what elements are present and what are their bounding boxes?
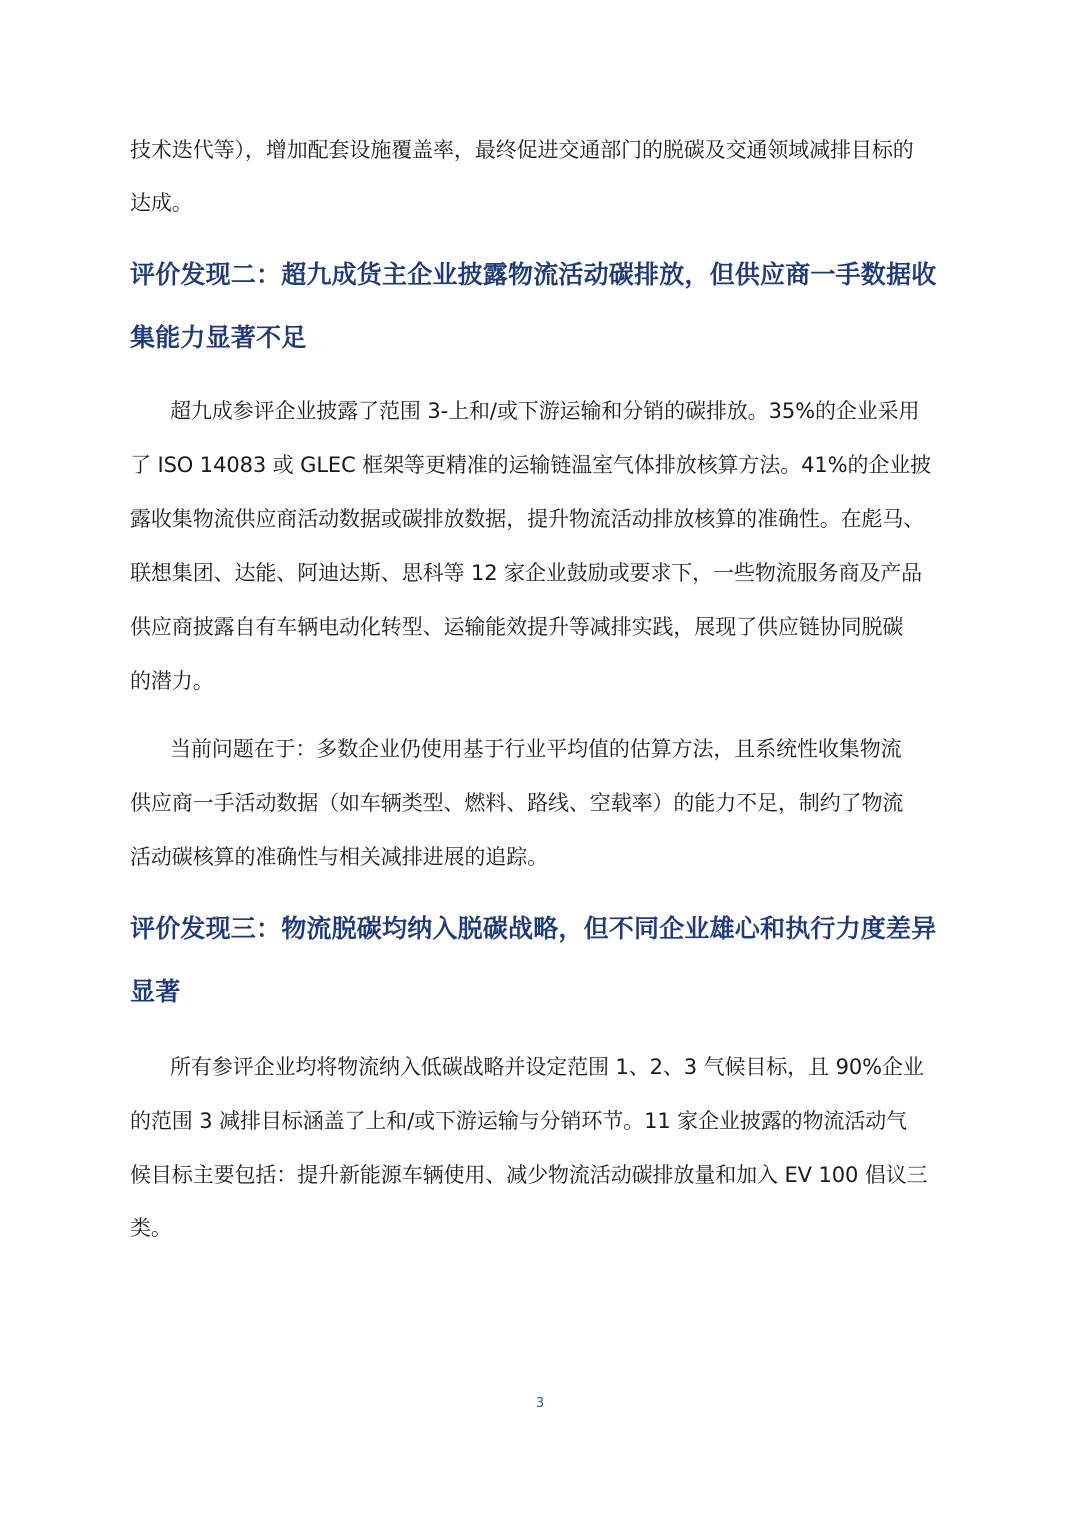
finding2-heading-line-1: 评价发现二：超九成货主企业披露物流活动碳排放，但供应商一手数据收 [130, 260, 937, 289]
finding2-p1-line-5: 供应商披露自有车辆电动化转型、运输能效提升等减排实践，展现了供应链协同脱碳 [130, 615, 904, 639]
finding3-heading-line-2: 显著 [130, 977, 181, 1006]
finding3-p1-line-1: 所有参评企业均将物流纳入低碳战略并设定范围 1、2、3 气候目标，且 90%企业 [170, 1055, 924, 1079]
finding2-p1-line-1: 超九成参评企业披露了范围 3-上和/或下游运输和分销的碳排放。35%的企业采用 [170, 399, 920, 423]
finding2-p1-line-6: 的潜力。 [130, 669, 214, 693]
finding2-p1-line-2: 了 ISO 14083 或 GLEC 框架等更精准的运输链温室气体排放核算方法。41%的企业披 [130, 453, 932, 477]
finding3-p1-line-2: 的范围 3 减排目标涵盖了上和/或下游运输与分销环节。11 家企业披露的物流活动气 [130, 1109, 908, 1133]
finding2-p2-line-2: 供应商一手活动数据（如车辆类型、燃料、路线、空载率）的能力不足，制约了物流 [130, 791, 904, 815]
finding3-p1-line-3: 候目标主要包括：提升新能源车辆使用、减少物流活动碳排放量和加入 EV 100 倡议三 [130, 1163, 928, 1187]
finding2-p1-line-3: 露收集物流供应商活动数据或碳排放数据，提升物流活动排放核算的准确性。在彪马、 [130, 507, 925, 531]
finding3-p1-line-4: 类。 [130, 1216, 172, 1240]
finding2-heading-line-2: 集能力显著不足 [130, 323, 307, 352]
finding2-p2-line-1: 当前问题在于：多数企业仍使用基于行业平均值的估算方法，且系统性收集物流 [170, 737, 902, 761]
finding2-p2-line-3: 活动碳核算的准确性与相关减排进展的追踪。 [130, 845, 548, 869]
page-number: 3 [535, 1396, 545, 1411]
intro-line-2: 达成。 [130, 191, 193, 215]
finding3-heading-line-1: 评价发现三：物流脱碳均纳入脱碳战略，但不同企业雄心和执行力度差异 [130, 914, 937, 943]
finding2-p1-line-4: 联想集团、达能、阿迪达斯、思科等 12 家企业鼓励或要求下，一些物流服务商及产品 [130, 561, 923, 585]
intro-line-1: 技术迭代等），增加配套设施覆盖率，最终促进交通部门的脱碳及交通领域减排目标的 [130, 138, 914, 162]
